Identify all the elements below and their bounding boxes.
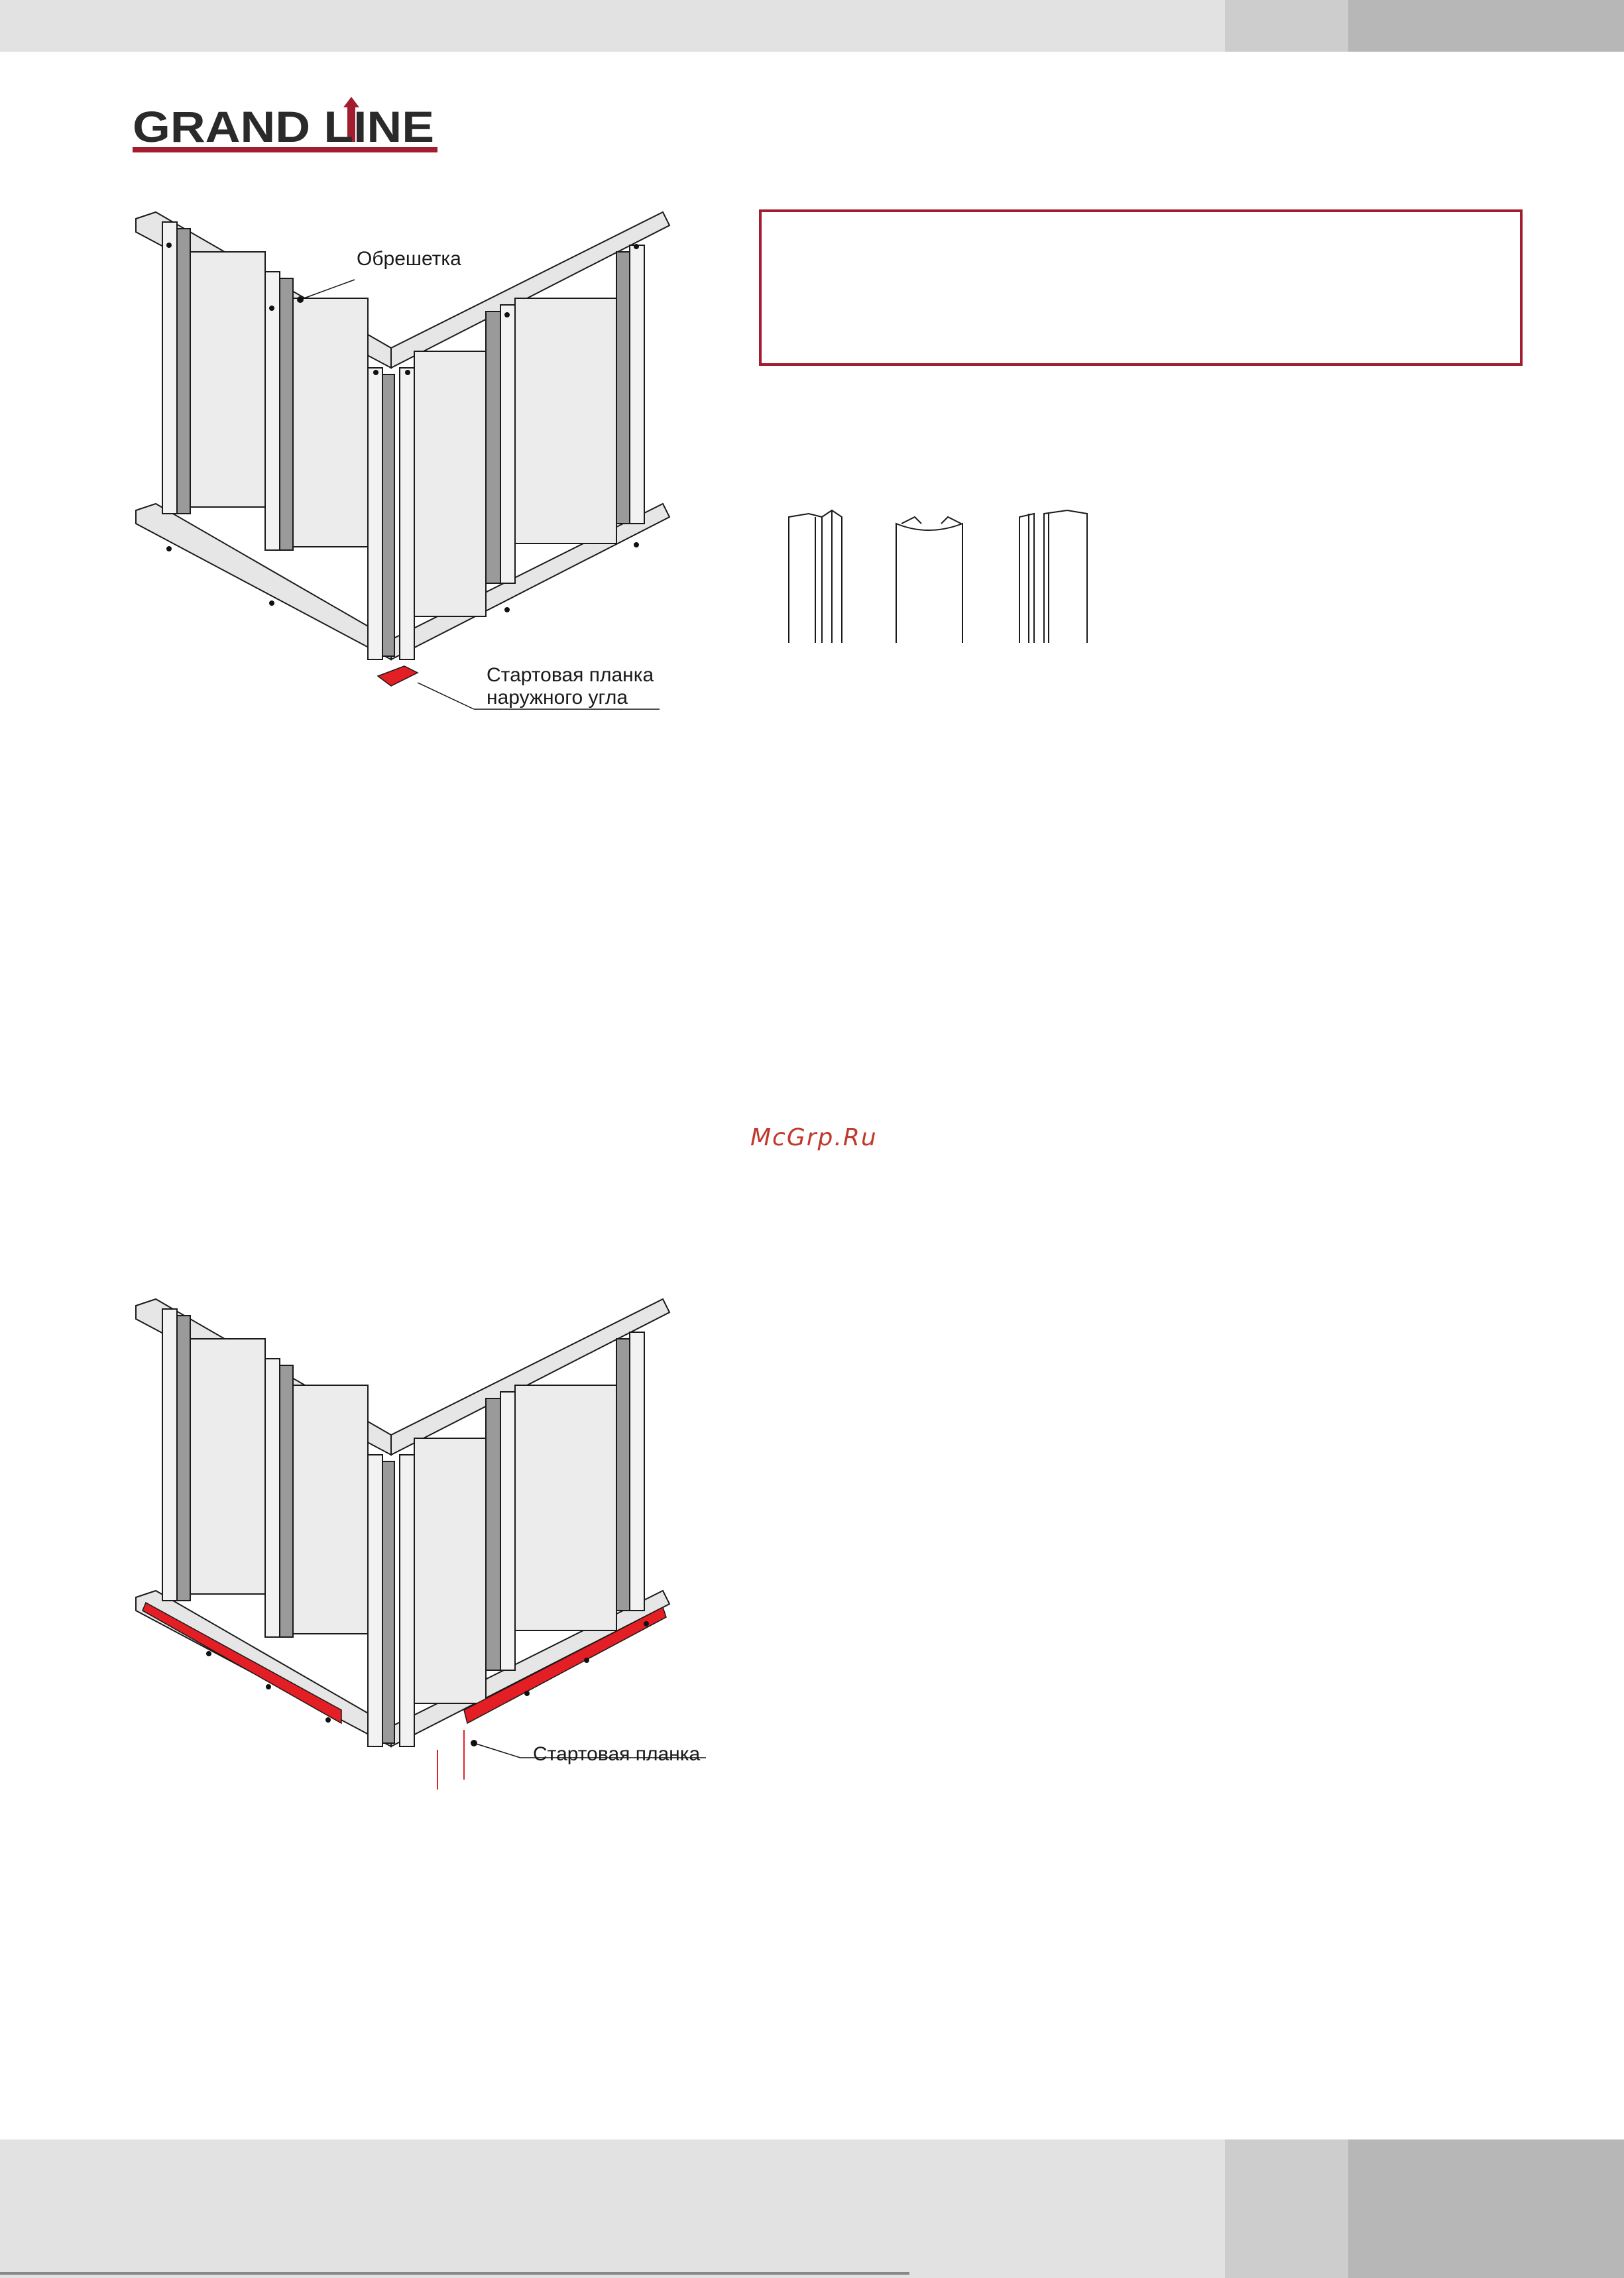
profile-cross-sections	[782, 477, 1127, 650]
footer-line	[0, 2272, 909, 2275]
corner-frame-diagram-bottom	[129, 1286, 713, 1816]
label-corner-strip-line1: Стартовая планка	[487, 664, 654, 686]
watermark: McGrp.Ru	[750, 1124, 878, 1151]
grand-line-logo	[133, 94, 437, 158]
svg-text:GRAND LINE: GRAND LINE	[133, 102, 434, 151]
footer-band	[0, 2139, 1624, 2278]
corner-frame-diagram-top	[129, 199, 713, 729]
header-band	[0, 0, 1624, 52]
note-box	[759, 209, 1523, 366]
label-corner-strip-line2: наружного угла	[487, 687, 628, 709]
label-lathing: Обрешетка	[357, 248, 461, 270]
label-start-strip: Стартовая планка	[533, 1743, 701, 1765]
